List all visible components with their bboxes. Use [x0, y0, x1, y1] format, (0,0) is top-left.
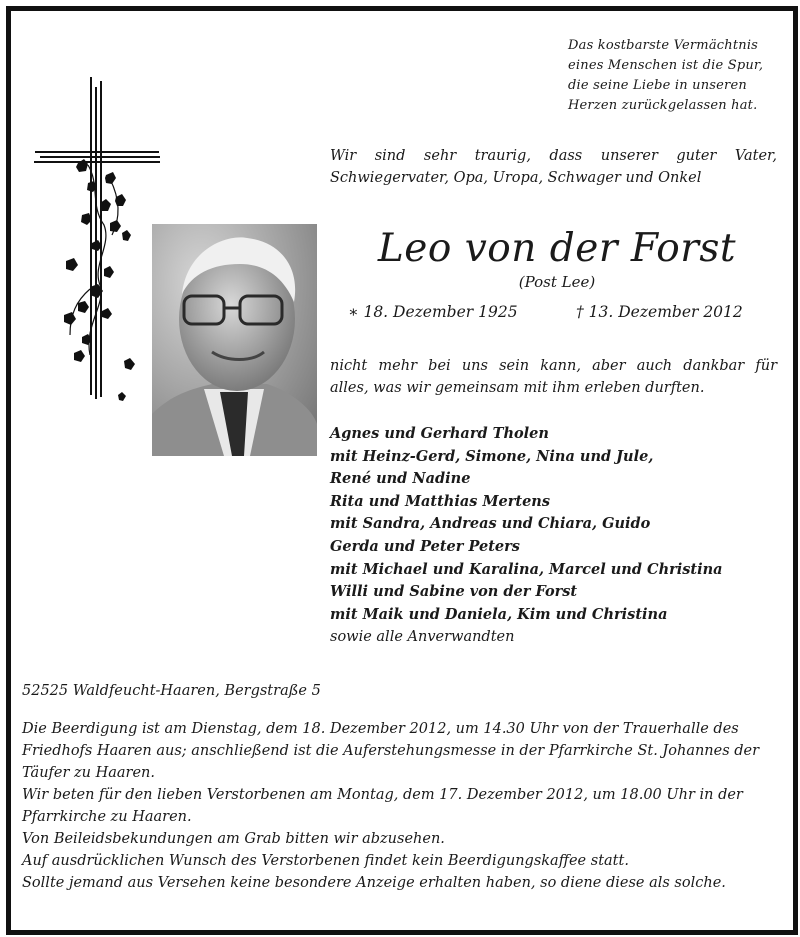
family-line: mit Heinz-Gerd, Simone, Nina und Jule,: [330, 447, 654, 465]
family-line: Gerda und Peter Peters: [330, 537, 520, 555]
info-paragraph: Die Beerdigung ist am Dienstag, dem 18. Dezember 2012, um 14.30 Uhr von der Trauerhalle des Friedhofs Haaren aus; anschließend ist die Auferstehungsmesse in der Pfarrkirche St. Johannes der Täufer zu Haaren.: [22, 721, 760, 781]
family-list: [330, 423, 790, 649]
mourning-message: [330, 355, 777, 399]
info-paragraph: Auf ausdrücklichen Wunsch des Verstorbenen findet kein Beerdigungskaffee statt.: [22, 853, 629, 869]
family-line: Rita und Matthias Mertens: [330, 492, 551, 510]
relatives-line: sowie alle Anverwandten: [330, 629, 515, 646]
cross-with-ivy-icon: [30, 75, 170, 415]
info-paragraph: Sollte jemand aus Versehen keine besondere Anzeige erhalten haben, so diene diese als solche.: [22, 875, 726, 891]
quote-line: Herzen zurückgelassen hat.: [568, 98, 758, 113]
memorial-quote: [568, 36, 788, 116]
family-line: mit Michael und Karalina, Marcel und Christina: [330, 560, 723, 578]
family-line: René und Nadine: [330, 470, 471, 488]
portrait-photo: [152, 224, 317, 456]
info-paragraph: Wir beten für den lieben Verstorbenen am Montag, dem 17. Dezember 2012, um 18.00 Uhr in der Pfarrkirche zu Haaren.: [22, 787, 743, 825]
family-line: Agnes und Gerhard Tholen: [330, 425, 549, 442]
quote-line: die seine Liebe in unseren: [568, 78, 747, 93]
deceased-nickname: (Post Lee): [518, 273, 596, 291]
info-paragraph: Von Beileidsbekundungen am Grab bitten wir abzusehen.: [22, 831, 445, 847]
family-line: Willi und Sabine von der Forst: [330, 583, 578, 601]
message-line: nicht mehr bei uns sein kann, aber auch dankbar für: [330, 358, 777, 374]
quote-line: eines Menschen ist die Spur,: [568, 58, 764, 73]
family-line: mit Sandra, Andreas und Chiara, Guido: [330, 515, 651, 533]
intro-line: Wir sind sehr traurig, dass unserer guter Vater,: [330, 148, 777, 164]
quote-line: Das kostbarste Vermächtnis: [568, 38, 759, 53]
birth-date: ∗ 18. Dezember 1925: [348, 303, 518, 321]
deceased-name: Leo von der Forst: [377, 226, 737, 271]
death-date: † 13. Dezember 2012: [576, 303, 743, 321]
message-line: alles, was wir gemeinsam mit ihm erleben durften.: [330, 380, 705, 396]
funeral-info: [22, 718, 778, 894]
address: 52525 Waldfeucht-Haaren, Bergstraße 5: [22, 683, 321, 699]
intro-line: Schwiegervater, Opa, Uropa, Schwager und Onkel: [330, 170, 702, 186]
intro-text: [330, 145, 777, 189]
family-line: mit Maik und Daniela, Kim und Christina: [330, 605, 668, 623]
